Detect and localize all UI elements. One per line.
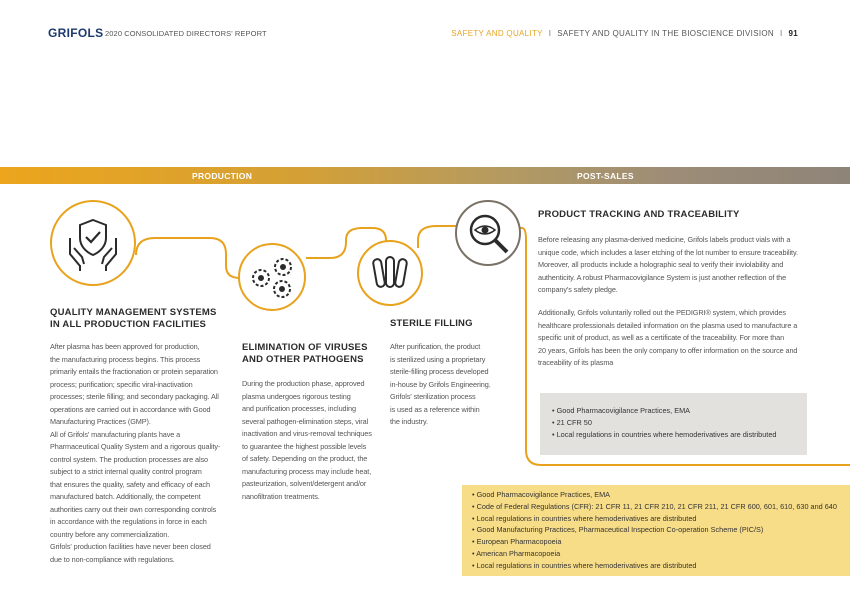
text-line: Pharmaceutical Quality System and a rigorous quality- [50, 442, 221, 451]
heading-line: QUALITY MANAGEMENT SYSTEMS [50, 307, 217, 318]
sterile-filling-heading: STERILE FILLING [390, 318, 473, 329]
text-line: operations are carried out in accordance with Good [50, 404, 211, 414]
post-sales-regulations-list [552, 405, 795, 440]
text-line: nanofiltration treatments. [242, 491, 320, 501]
text-line: All of Grifols' manufacturing plants have a [50, 429, 181, 439]
product-tracking-text [538, 234, 828, 297]
virus-elimination-heading [242, 342, 368, 366]
text-line: authenticity. A robust Pharmacovigilance System is just another reflection of the [538, 272, 787, 282]
text-line: manufacturing process may include heat, [242, 466, 372, 476]
post-sales-regulations-box [540, 393, 807, 455]
production-regulations-box [462, 485, 850, 576]
production-regulations-list [472, 489, 840, 572]
list-item: • American Pharmacopoeia [472, 548, 840, 560]
text-line: the manufacturing process begins. This process [50, 354, 201, 364]
text-line: After purification, the product [390, 342, 481, 351]
subsection-title: SAFETY AND QUALITY IN THE BIOSCIENCE DIVISION [557, 29, 774, 38]
text-line: process; purification; specific viral-inactivation [50, 379, 193, 389]
text-line: authorities carry out their own corresponding controls [50, 504, 217, 514]
text-line: is sterilized using a proprietary [390, 354, 486, 364]
page-number: 91 [788, 29, 798, 38]
text-line: specific unit of product, as well as a certificate of the traceability. For more than [538, 333, 785, 342]
production-label: PRODUCTION [192, 171, 253, 181]
heading-line: IN ALL PRODUCTION FACILITIES [50, 319, 207, 330]
text-line: manufactured batch. Additionally, the competent [50, 492, 201, 501]
text-line: inactivation and virus-removal techniques [242, 429, 372, 438]
section-title: SAFETY AND QUALITY [451, 29, 543, 38]
list-item: • Local regulations in countries where hemoderivatives are distributed [472, 560, 840, 572]
product-tracking-heading: PRODUCT TRACKING AND TRACEABILITY [538, 209, 740, 220]
virus-elimination-circle [238, 243, 306, 311]
text-line: traceability of its plasma [538, 358, 614, 367]
report-title: 2020 CONSOLIDATED DIRECTORS' REPORT [105, 29, 267, 38]
text-line: processes; sterile filling; and secondary packaging. All [50, 392, 219, 401]
list-item: • Code of Federal Regulations (CFR): 21 CFR 11, 21 CFR 210, 21 CFR 211, 21 CFR 600, 601, 610, 630 and 640 [472, 501, 840, 513]
text-line: due to non-compliance with regulations. [50, 554, 175, 564]
quality-management-heading [50, 307, 217, 331]
virus-elimination-text [242, 378, 382, 503]
list-item: • Good Pharmacovigilance Practices, EMA [472, 489, 840, 501]
text-line: Moreover, all products include a holographic seal to verify their inviolability and [538, 260, 784, 269]
text-line: and purification processes, including [242, 404, 356, 413]
tracking-circle [455, 200, 521, 266]
list-item: • European Pharmacopoeia [472, 536, 840, 548]
text-line: is used as a reference within [390, 404, 480, 414]
sterile-filling-circle [357, 240, 423, 306]
text-line: of safety. Depending on the product, the [242, 454, 368, 463]
text-line: unique code, which includes a laser etching of the lot number to ensure traceability. [538, 247, 798, 257]
heading-line: AND OTHER PATHOGENS [242, 354, 364, 365]
grifols-logo: GRIFOLS [48, 26, 104, 40]
sterile-filling-text [390, 341, 502, 429]
list-item: • Local regulations in countries where hemoderivatives are distributed [552, 429, 795, 441]
text-line: 20 years, Grifols has been the only company to offer information on the source and [538, 345, 798, 355]
post-sales-label: POST-SALES [577, 171, 634, 181]
text-line: country before any commercialization. [50, 529, 170, 539]
shield-hands-icon [64, 214, 122, 272]
text-line: Manufacturing Practices (GMP). [50, 417, 151, 426]
text-line: in accordance with the regulations in force in each [50, 517, 207, 526]
text-line: Grifols' sterilization process [390, 392, 476, 401]
list-item: • Good Manufacturing Practices, Pharmaceutical Inspection Co-operation Scheme (PIC/S) [472, 524, 840, 536]
text-line: Additionally, Grifols voluntarily rolled out the PEDIGRI® system, which provides [538, 308, 786, 317]
pedigri-text [538, 307, 828, 370]
text-line: company's safety pledge. [538, 285, 618, 294]
text-line: After plasma has been approved for production, [50, 342, 200, 351]
header-separator: I [548, 29, 552, 38]
magnifier-eye-icon [465, 210, 511, 256]
text-line: in-house by Grifols Engineering. [390, 379, 491, 389]
text-line: During the production phase, approved [242, 379, 365, 388]
text-line: the industry. [390, 417, 428, 426]
list-item: • Local regulations in countries where hemoderivatives are distributed [472, 513, 840, 525]
text-line: several pathogen-elimination steps, viral [242, 416, 369, 426]
text-line: to guarantee the highest possible levels [242, 441, 367, 451]
heading-line: ELIMINATION OF VIRUSES [242, 342, 368, 353]
text-line: that ensures the quality, safety and efficacy of each [50, 479, 210, 489]
text-line: Before releasing any plasma-derived medicine, Grifols labels product vials with a [538, 235, 791, 244]
text-line: primarily entails the fractionation or protein separation [50, 367, 218, 376]
text-line: subject to a strict internal quality control program [50, 467, 202, 476]
text-line: control system. The production processes are also [50, 454, 209, 464]
header-separator: I [779, 29, 783, 38]
text-line: pasteurization, solvent/detergent and/or [242, 479, 367, 488]
list-item: • Good Pharmacovigilance Practices, EMA [552, 405, 795, 417]
quality-management-circle [50, 200, 136, 286]
text-line: plasma undergoes rigorous testing [242, 391, 351, 401]
list-item: • 21 CFR 50 [552, 417, 795, 429]
text-line: Grifols' production facilities have never been closed [50, 542, 211, 551]
text-line: healthcare professionals detailed information on the plasma used to manufacture a [538, 320, 798, 330]
quality-management-text [50, 341, 236, 566]
gears-virus-icon [247, 254, 297, 300]
vials-icon [370, 253, 410, 293]
text-line: sterile-filling process developed [390, 367, 489, 376]
